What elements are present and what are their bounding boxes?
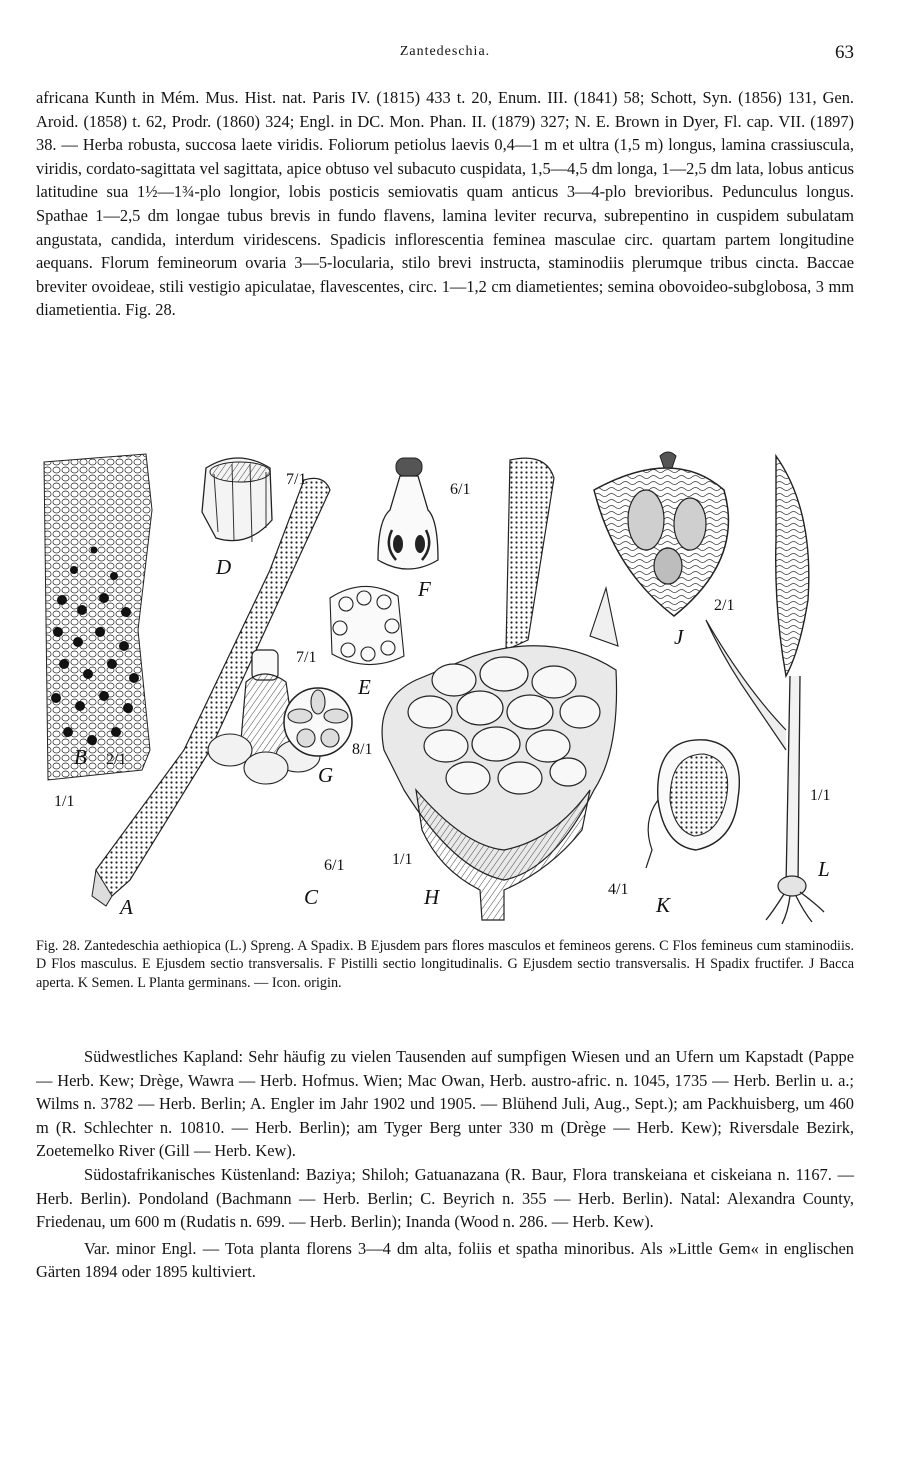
botanical-illustration xyxy=(34,450,856,936)
label-d: D xyxy=(216,555,232,579)
scale-d: 7/1 xyxy=(286,471,307,488)
scale-f: 6/1 xyxy=(450,481,471,498)
figure-k-seed xyxy=(646,740,739,868)
label-h: H xyxy=(424,885,440,909)
label-g: G xyxy=(318,763,334,787)
figure-f-pistil-section xyxy=(378,458,438,569)
label-l: L xyxy=(818,857,830,881)
scale-l: 1/1 xyxy=(810,787,831,804)
illustration-svg xyxy=(34,450,856,936)
figure-j-opened-berry xyxy=(594,452,728,616)
figure-e-section xyxy=(330,586,404,664)
scale-j: 2/1 xyxy=(714,597,735,614)
paragraph-sw-cape: Südwestliches Kapland: Sehr häufig zu vielen Tausenden auf sumpfigen Wiesen und an Ufern um Kapstadt (Pappe — Herb. Kew; Drège, Wawra — Herb. Hofmus. Wien; Mac Owan, Herb. austro-afric. n. 1045, 1735 — Herb. Berlin u. a.; Wilms n. 3782 — Herb. Berlin; A. Engler im Jahr 1902 und 1905. — Blühend Juli, Aug., Sept.); am Packhuisberg, um 460 m (R. Schlechter n. 10810. — Herb. Berlin); am Tyger Berg unter 330 m (Drège — Herb. Kew); Riversdale Bezirk, Zoetemelko River (Gill — Herb. Kew). xyxy=(36,1047,854,1161)
scale-e: 7/1 xyxy=(296,649,317,666)
page-header xyxy=(36,44,854,68)
label-f: F xyxy=(418,577,431,601)
paragraph-var-minor: Var. minor Engl. — Tota planta florens 3—4 dm alta, foliis et spatha minoribus. Als »Little Gem« in englischen Gärten 1894 oder 1895 kultiviert. xyxy=(36,1238,854,1282)
running-title: Zantedeschia. xyxy=(399,44,491,59)
label-b: B xyxy=(74,745,87,769)
label-c: C xyxy=(304,885,319,909)
distribution-text xyxy=(36,1045,854,1284)
scale-b: 2/1 xyxy=(106,751,127,768)
figure-caption: Fig. 28. Zantedeschia aethiopica (L.) Spreng. A Spadix. B Ejusdem pars flores masculos et femineos gerens. C Flos femineus cum staminodiis. D Flos masculus. E Ejusdem sectio transversalis. F Pistilli sectio longitudinalis. G Ejusdem sectio transversalis. H Spadix fructifer. J Bacca aperta. K Semen. L Planta germinans. — Icon. origin. xyxy=(36,938,854,991)
label-j: J xyxy=(674,625,684,649)
label-k: K xyxy=(656,893,671,917)
figure-g-section xyxy=(284,688,352,756)
scale-a: 1/1 xyxy=(54,793,75,810)
page-number: 63 xyxy=(835,42,854,63)
figure-b-spadix-detail xyxy=(44,454,152,780)
scale-c: 6/1 xyxy=(324,857,345,874)
scale-h: 1/1 xyxy=(392,851,413,868)
paragraph-se-coast: Südostafrikanisches Küstenland: Baziya; Shiloh; Gatuanazana (R. Baur, Flora transkeiana et ciskeiana n. 1167. — Herb. Berlin). Pondoland (Bachmann — Herb. Berlin; C. Beyrich n. 355 — Herb. Berlin). Natal: Alexandra County, Friedenau, um 600 m (Rudatis n. 699. — Herb. Berlin); Inanda (Wood n. 286. — Herb. Kew). xyxy=(36,1164,854,1232)
species-description: africana Kunth in Mém. Mus. Hist. nat. Paris IV. (1815) 433 t. 20, Enum. III. (1841) 58; Schott, Syn. (1856) 131, Gen. Aroid. (1858) t. 62, Prodr. (1860) 324; Engl. in DC. Mon. Phan. II. (1879) 327; N. E. Brown in Dyer, Fl. cap. VII. (1897) 38. — Herba robusta, succosa laete viridis. Foliorum petiolus laevis 0,4—1 m et ultra (1,5 m) longus, lamina crassiuscula, viridis, cordato-sagittata vel sagittata, apice obtuso vel subacuto cuspidata, 1,5—4,5 dm longa, 1—2,5 dm lata, lobus anticus latitudine sua 1½—1¾-plo longior, lobis posticis semiovatis quam anticus 3—4-plo brevioribus. Pedunculus longus. Spathae 1—2,5 dm longae tubus brevis in fundo flavens, lamina leviter recurva, subrepentino in cuspidem subulatam angustata, candida, interdum viridescens. Spadicis inflorescentia feminea masculae circ. quartam partem longitudine aequans. Florum femineorum ovaria 3—5-locularia, stilo brevi instructa, staminodiis plerumque tribus cincta. Baccae breviter ovoideae, stili vestigio apiculatae, flavescentes, circ. 1—1,2 cm diametientes; semina obovoideo-subglobosa, 3 mm diametientia. Fig. 28. xyxy=(36,88,854,320)
scale-g: 8/1 xyxy=(352,741,373,758)
scale-k: 4/1 xyxy=(608,881,629,898)
label-e: E xyxy=(358,675,371,699)
figure-d-male-flower xyxy=(202,458,272,542)
label-a: A xyxy=(120,895,133,919)
